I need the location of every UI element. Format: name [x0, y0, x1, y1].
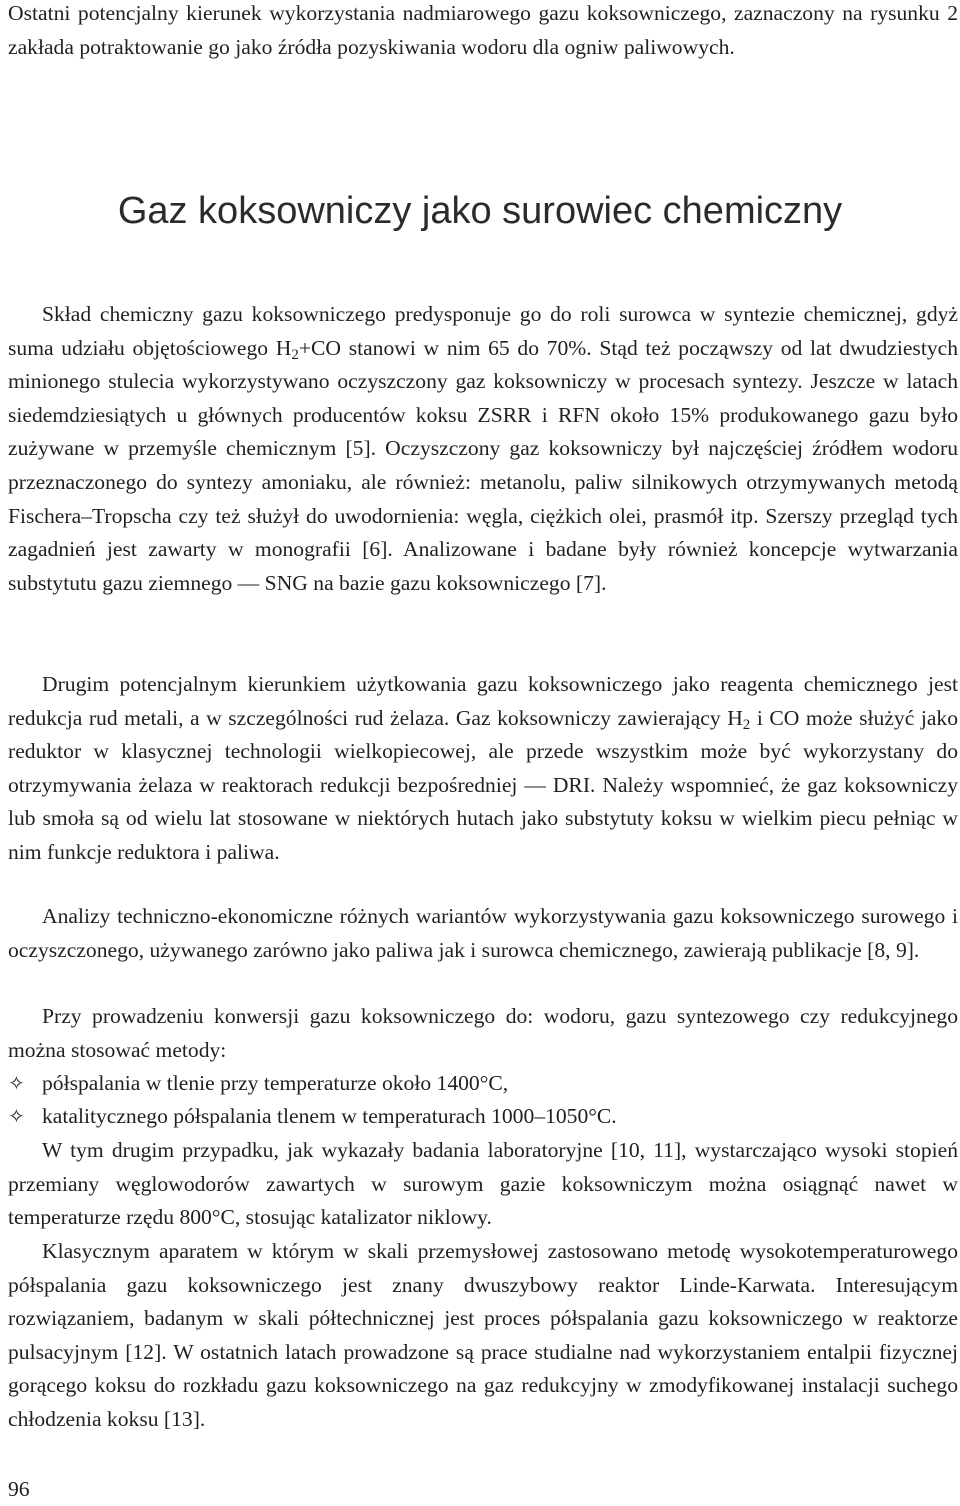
subscript-2: 2 [291, 346, 299, 363]
paragraph-reduction-text-1: Drugim potencjalnym kierunkiem użytkowania gazu koksowniczego jako reagenta chemicznego jest redukcja rud metali, a w szczególności rud żelaza. Gaz koksowniczy zawierający H [8, 672, 958, 730]
subscript-2: 2 [742, 716, 751, 733]
star-bullet-icon: ✧ [8, 1104, 25, 1128]
intro-paragraph: Ostatni potencjalny kierunek wykorzystania nadmiarowego gazu koksowniczego, zaznaczony na rysunku 2 zakłada potraktowanie go jako źródła pozyskiwania wodoru dla ogniw paliwowych. [8, 1, 958, 59]
paragraph-methods-intro: Przy prowadzeniu konwersji gazu koksowniczego do: wodoru, gazu syntezowego czy redukcyjnego można stosować metody: [8, 1004, 958, 1062]
bullet-item-1 [8, 1067, 958, 1101]
paragraph-reduction [8, 668, 958, 870]
paragraph-reduction-text-2: i CO może służyć jako reduktor w klasycznej technologii wielkopiecowej, ale przede wszystkim może być wykorzystany do otrzymywania żelaza w reaktorach redukcji bezpośredniej — DRI. Należy wspomnieć, że gaz koksowniczy lub smoła są od wielu lat stosowane w niektórych hutach jako substytuty koksu w wielkim piecu pełniąc w nim funkcje reduktora i paliwa. [8, 705, 959, 864]
bullet-item-2-text: katalitycznego półspalania tlenem w temperaturach 1000–1050°C. [42, 1104, 617, 1128]
bullet-item-1-text: półspalania w tlenie przy temperaturze około 1400°C, [42, 1071, 509, 1095]
paragraph-composition-text-2: +CO stanowi w nim 65 do 70%. Stąd też [298, 335, 671, 360]
paragraph-apparatus: Klasycznym aparatem w którym w skali przemysłowej zastosowano metodę wysokotemperaturowego półspalania gazu koksowniczego jest znany dwuszybowy reaktor Linde-Karwata. Interesującym rozwiązaniem, badanym w skali półtechnicznej jest proces półspalania gazu koksowniczego w reaktorze pulsacyjnym [12]. W ostatnich latach prowadzone są prace studialne nad wykorzystaniem entalpii fizycznej gorącego koksu do rozkładu gazu koksowniczego na gaz redukcyjny w zmodyfikowanej instalacji suchego chłodzenia koksu [13]. [8, 1239, 958, 1431]
paragraph-analyses: Analizy techniczno-ekonomiczne różnych wariantów wykorzystywania gazu koksowniczego surowego i oczyszczonego, używanego zarówno jako paliwa jak i surowca chemicznego, zawierają publikacje [8, 9]. [8, 904, 958, 962]
paragraph-laboratory: W tym drugim przypadku, jak wykazały badania laboratoryjne [10, 11], wystarczająco wysoki stopień przemiany węglowodorów zawartych w surowym gazie koksowniczym można osiągnąć nawet w temperaturze rzędu 800°C, stosując katalizator niklowy. [8, 1138, 958, 1230]
paragraph-composition-text-3: począwszy od lat dwudziestych minionego stulecia wykorzystywano oczyszczony gaz koksowniczy w procesach syntezy. Jeszcze w latach siedemdziesiątych u głównych producentów koksu ZSRR i RFN około 15% produkowanego gazu było zużywane w przemyśle chemicznym [5]. Oczyszczony gaz koksowniczy był najczęściej źródłem wodoru przeznaczonego do syntezy amoniaku, ale również: metanolu, paliw silnikowych otrzymywanych metodą Fischera–Tropscha czy też służył do uwodornienia: węgla, ciężkich olei, prasmół itp. Szerszy przegląd tych zagadnień jest zawarty w monografii [6]. Analizowane i badane były również koncepcje wytwarzania substytutu gazu ziemnego — SNG na bazie gazu koksowniczego [7]. [8, 335, 958, 595]
paragraph-composition [8, 298, 958, 600]
star-bullet-icon: ✧ [8, 1071, 25, 1095]
page-number: 96 [8, 1477, 30, 1501]
paragraph-composition-text-1: Skład chemiczny gazu koksowniczego predysponuje go do roli surowca w syntezie chemicznej, gdyż suma udziału objętościowego H [8, 302, 958, 360]
section-heading: Gaz koksowniczy jako surowiec chemiczny [117, 190, 843, 232]
bullet-item-2 [8, 1100, 958, 1134]
